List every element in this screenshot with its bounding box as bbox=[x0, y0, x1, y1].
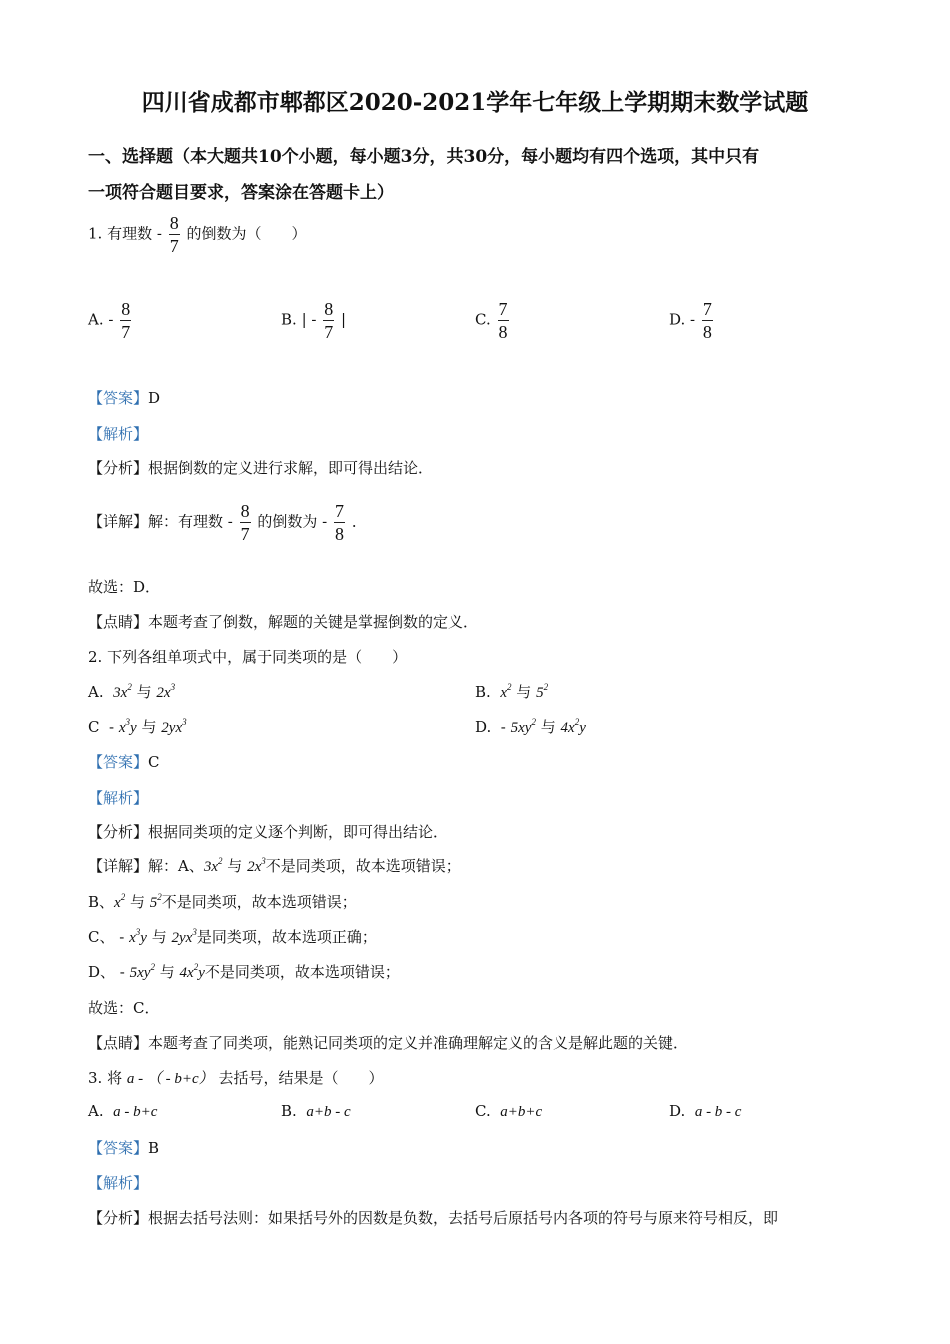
q3-option-a-label: A. bbox=[88, 1102, 104, 1120]
q2-option-a-yu: 与 bbox=[136, 683, 152, 701]
q1-option-a-den: 7 bbox=[121, 322, 131, 342]
q3-option-b bbox=[281, 1102, 351, 1121]
q3-stem-expr: a - （ - b+c） bbox=[126, 1071, 214, 1087]
q2-jiexi: 【解析】 bbox=[88, 789, 149, 807]
q1-xiangjie-mid: 的倒数为 - bbox=[257, 512, 328, 531]
q2-option-b-label: B. bbox=[475, 683, 491, 701]
q2-option-c: C - $x^3y$ 与 $2yx^3$ bbox=[88, 717, 187, 736]
q2-detail-c-result: 是同类项，故本选项正确； bbox=[196, 928, 377, 946]
q2-detail-d-yu: 与 bbox=[159, 963, 175, 981]
q1-option-c-den: 8 bbox=[498, 322, 508, 342]
q1-option-b-fraction bbox=[323, 298, 334, 343]
q3-answer-tag: 【答案】 bbox=[88, 1139, 149, 1157]
q1-stem-fraction bbox=[169, 212, 180, 257]
q2-option-a-label: A. bbox=[88, 683, 104, 701]
page-title: 四川省成都市郫都区2020-2021学年七年级上学期期末数学试题 bbox=[141, 89, 809, 116]
q1-option-d-sign: - bbox=[690, 310, 696, 329]
q1-option-b-post: | bbox=[341, 310, 347, 329]
q1-option-b bbox=[281, 298, 346, 343]
q2-detail-b-yu: 与 bbox=[129, 893, 145, 911]
q1-xiangjie bbox=[88, 500, 367, 545]
q2-detail-b-result: 不是同类项，故本选项错误； bbox=[161, 893, 357, 911]
q1-option-a-label: A. bbox=[88, 310, 104, 329]
q2-detail-c: C、 - $x^3y$ 与 $2yx^3$是同类项，故本选项正确； bbox=[88, 927, 377, 946]
q2-detail-d: D、 - $5xy^2$ 与 $4x^2y$不是同类项，故本选项错误； bbox=[88, 962, 400, 981]
q2-guxuan: 故选：C． bbox=[88, 999, 160, 1017]
q3-fenxi: 【分析】根据去括号法则：如果括号外的因数是负数，去括号后原括号内各项的符号与原来符号相反，即 bbox=[88, 1209, 779, 1227]
q1-xiangjie-fraction-2 bbox=[334, 500, 345, 545]
q2-option-c-label: C bbox=[88, 718, 100, 736]
q2-option-d: D. - $5xy^2$ 与 $4x^2y$ bbox=[475, 717, 586, 736]
q3-option-b-label: B. bbox=[281, 1102, 297, 1120]
q1-option-a-sign: - bbox=[108, 310, 114, 329]
q1-option-b-label: B. bbox=[281, 310, 297, 329]
q2-detail-c-pre: C、 bbox=[88, 928, 115, 946]
q1-frac-num: 8 bbox=[169, 213, 179, 233]
q3-stem bbox=[88, 1067, 383, 1088]
q2-option-c-yu: 与 bbox=[141, 718, 157, 736]
q2-detail-b-pre: B、 bbox=[88, 893, 115, 911]
q2-detail-d-result: 不是同类项，故本选项错误； bbox=[204, 963, 400, 981]
q1-option-c-label: C. bbox=[475, 310, 491, 329]
q2-option-a: A. $3x^2$ 与 $2x^3$ bbox=[88, 682, 176, 701]
q2-option-d-label: D. bbox=[475, 718, 492, 736]
q3-option-c-label: C. bbox=[475, 1102, 491, 1120]
q2-detail-b: B、$x^2$ 与 $5^2$不是同类项，故本选项错误； bbox=[88, 892, 357, 911]
q1-dianjing: 【点睛】本题考查了倒数，解题的关键是掌握倒数的定义． bbox=[88, 613, 479, 631]
q2-fenxi: 【分析】根据同类项的定义逐个判断，即可得出结论． bbox=[88, 823, 449, 841]
q2-answer-value: C bbox=[148, 753, 160, 771]
q2-option-b: B. $x^2$ 与 $5^2$ bbox=[475, 682, 549, 701]
q1-xiangjie-pre: 【详解】解：有理数 - bbox=[88, 512, 233, 531]
q1-xiangjie-fraction-1 bbox=[240, 500, 251, 545]
q1-option-d-den: 8 bbox=[702, 322, 712, 342]
q2-detail-a-yu: 与 bbox=[227, 857, 243, 875]
q3-option-a bbox=[88, 1102, 157, 1121]
q1-option-d-num: 7 bbox=[702, 299, 712, 319]
q2-detail-a-result: 不是同类项，故本选项错误； bbox=[265, 857, 461, 875]
section-heading-line1: 一、选择题（本大题共10个小题，每小题3分，共30分，每小题均有四个选项，其中只有 bbox=[88, 147, 760, 167]
q3-option-a-value: a - b+c bbox=[113, 1104, 158, 1120]
q2-answer-tag: 【答案】 bbox=[88, 753, 149, 771]
q2-detail-c-yu: 与 bbox=[151, 928, 167, 946]
q3-option-b-value: a+b - c bbox=[306, 1104, 351, 1120]
q1-xiangjie-den1: 7 bbox=[240, 524, 250, 544]
q1-fenxi: 【分析】根据倒数的定义进行求解，即可得出结论． bbox=[88, 459, 434, 477]
q1-option-a-fraction bbox=[120, 298, 131, 343]
q1-option-c-num: 7 bbox=[498, 299, 508, 319]
q3-option-d-value: a - b - c bbox=[694, 1104, 742, 1120]
q1-frac-den: 7 bbox=[169, 236, 179, 256]
q2-detail-a-pre: 【详解】解：A、 bbox=[88, 857, 204, 875]
q1-guxuan: 故选：D． bbox=[88, 578, 161, 596]
section-heading-line2: 一项符合题目要求，答案涂在答题卡上） bbox=[88, 183, 394, 203]
q1-stem-post: 的倒数为（ ） bbox=[186, 224, 307, 243]
q1-option-d-fraction bbox=[702, 298, 713, 343]
q2-detail-a: 【详解】解：A、$3x^2$ 与 $2x^3$不是同类项，故本选项错误； bbox=[88, 856, 461, 875]
q3-option-d-label: D. bbox=[669, 1102, 686, 1120]
q2-option-b-yu: 与 bbox=[516, 683, 532, 701]
q2-detail-d-pre: D、 bbox=[88, 963, 116, 981]
q3-option-c bbox=[475, 1102, 542, 1121]
q1-option-d bbox=[669, 298, 715, 343]
q1-answer-value: D bbox=[148, 389, 161, 407]
q3-stem-pre: 3. 将 bbox=[88, 1069, 123, 1087]
q1-xiangjie-num1: 8 bbox=[240, 501, 250, 521]
q1-option-b-num: 8 bbox=[324, 299, 334, 319]
q3-option-d bbox=[669, 1102, 741, 1121]
q2-dianjing: 【点睛】本题考查了同类项，能熟记同类项的定义并准确理解定义的含义是解此题的关键． bbox=[88, 1034, 689, 1052]
q1-option-b-pre: | - bbox=[301, 310, 317, 329]
q2-stem: 2. 下列各组单项式中，属于同类项的是（ ） bbox=[88, 648, 408, 666]
q1-xiangjie-post: ． bbox=[351, 512, 367, 531]
q2-option-d-yu: 与 bbox=[540, 718, 556, 736]
q1-xiangjie-num2: 7 bbox=[335, 501, 345, 521]
q1-answer-tag: 【答案】 bbox=[88, 389, 149, 407]
q2-answer bbox=[88, 751, 160, 772]
q3-answer-value: B bbox=[148, 1139, 160, 1157]
q3-jiexi: 【解析】 bbox=[88, 1174, 149, 1192]
q3-answer bbox=[88, 1137, 159, 1158]
q3-stem-post: 去括号，结果是（ ） bbox=[218, 1069, 384, 1087]
q1-jiexi: 【解析】 bbox=[88, 425, 149, 443]
q1-option-c-fraction bbox=[498, 298, 509, 343]
q1-option-c bbox=[475, 298, 511, 343]
q1-option-d-label: D. bbox=[669, 310, 686, 329]
q1-stem-pre: 1. 有理数 - bbox=[88, 224, 162, 243]
q1-answer bbox=[88, 387, 160, 408]
q1-xiangjie-den2: 8 bbox=[335, 524, 345, 544]
q1-stem bbox=[88, 212, 307, 257]
q1-option-a bbox=[88, 298, 133, 343]
q3-option-c-value: a+b+c bbox=[500, 1104, 543, 1120]
q1-option-a-num: 8 bbox=[121, 299, 131, 319]
q1-option-b-den: 7 bbox=[324, 322, 334, 342]
